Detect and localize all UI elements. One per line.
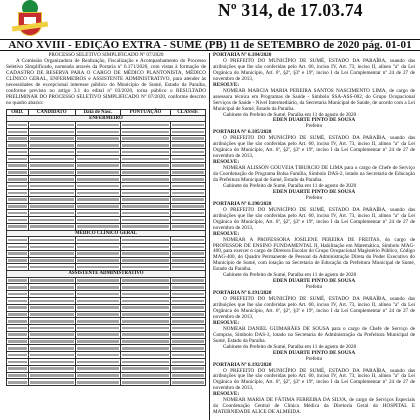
table-row (7, 142, 206, 149)
table-row (7, 128, 206, 135)
table-row (7, 250, 206, 257)
portaria-6190-role: Prefeito (305, 284, 323, 291)
portaria-6184-title: PORTARIA Nº 6.184/2020 (213, 52, 272, 58)
notice-intro: A Comissão Organizadora de Realização, Fiscalização e Acompanhamento do Processo Seletivo Simplificado, nomeada através da Portaria nº 6.171/2020, com vistas à formação de CADASTRO DE RESERVA PARA O CARGO DE MÉDICO PLANTONISTA, MÉDICO CLÍNICO GERAL, ENFERMEIROS e ASSISTENTE ADMINISTRATIVO, para atender às necessidades de excepcional interesse público do Município de Sumé, Estado da Paraíba, conforme previsto no artigo 3.1 do edital nº 03/2020, torna público o RESULTADO PRELIMINAR DO PROCESSO SELETIVO SIMPLIFICADO Nº 07/2020, conforme descrito no quadro abaixo: (6, 57, 206, 106)
results-table-body (7, 115, 206, 386)
col-birthdate: Data de Nasc. (75, 109, 121, 115)
portaria-6191-signature: EDEN DUARTE PINTO DE SOUSA (272, 349, 356, 356)
col-score: PONTUAÇÃO (121, 109, 171, 115)
portaria-6184-date: Gabinete do Prefeito de Sumé, Paraíba em 11 de agosto de 2020 (223, 111, 357, 118)
table-section: ASSISTENTE ADMINISTRATIVO (7, 271, 206, 278)
portaria-6190-resolve: RESOLVE: (213, 230, 240, 237)
table-row (7, 176, 206, 183)
table-row (7, 352, 206, 359)
edition-bar: ANO XVIII - EDIÇÃO EXTRA - SUMÉ (PB) 11 de SETEMBRO de 2020 pág. 01-01 (0, 39, 420, 51)
table-row (7, 223, 206, 230)
portaria-6184-role: Prefeito (305, 123, 323, 130)
table-row (7, 237, 206, 244)
column-divider (209, 53, 210, 420)
table-row (7, 338, 206, 345)
portaria-6192-resolve: RESOLVE: (213, 391, 240, 398)
table-row (7, 345, 206, 352)
portaria-6190-signature: EDEN DUARTE PINTO DE SOUSA (272, 278, 356, 285)
table-row (7, 257, 206, 264)
table-row (7, 162, 206, 169)
table-row (7, 156, 206, 163)
portaria-6192-nomeia: NOMEAR MARIA DE FÁTIMA FERREIRA DA SILVA, de cargo de Serviços Especiais da Coordenação Central de Clínica Médica da Diretoria Geral do HOSPITAL E MATERNIDADE ALICE DE ALMEIDA. (213, 397, 415, 416)
portaria-6185-title: PORTARIA Nº 6.185/2020 (213, 129, 272, 136)
col-ord: ORD. (7, 109, 29, 115)
portaria-6190-title: PORTARIA Nº 6.190/2020 (213, 200, 272, 207)
table-row (7, 311, 206, 318)
portaria-6191-resolve: RESOLVE: (213, 319, 240, 326)
masthead (0, 0, 420, 40)
portaria-6191-role: Prefeito (305, 355, 323, 362)
table-row (7, 331, 206, 338)
table-row (7, 210, 206, 217)
table-row (7, 203, 206, 210)
right-column (213, 53, 415, 416)
portaria-6192-body: O PREFEITO DO MUNICÍPIO DE SUMÉ, ESTADO DA PARAÍBA, usando das atribuições que lhe são conferidas pelo Art. 60, inciso IV, Art. 73, inciso II, alínea "a" da Lei Orgânica do Município, Art. 6º, §2º, §3º e 19º, inciso I da Lei Complementar nº 24 de 27 de novembro de 2013, (213, 367, 415, 392)
portaria-6184-resolve: RESOLVE: (213, 81, 240, 88)
portaria-6185-signature: EDEN DUARTE PINTO DE SOUSA (272, 188, 356, 195)
notice-heading: PROCESSO SELETIVO SIMPLIFICADO Nº 07/2020 (48, 52, 164, 58)
table-row (7, 304, 206, 311)
municipal-coat-of-arms (8, 0, 52, 40)
table-row (7, 372, 206, 379)
table-row (7, 217, 206, 224)
portaria-6191-body: O PREFEITO DO MUNICÍPIO DE SUMÉ, ESTADO DA PARAÍBA, usando das atribuições que lhe são conferidas pelo Art. 60, inciso IV, Art. 73, inciso II, alínea "a" da Lei Orgânica do Município, Art. 6º, §2º, §3º e 19º, inciso I da Lei Complementar nº 24 de 27 de novembro de 2013, (213, 296, 415, 320)
portaria-6185-role: Prefeito (305, 194, 323, 201)
table-section: MÉDICO CLÍNICO GERAL (7, 230, 206, 237)
portaria-6185-date: Gabinete do Prefeito de Sumé, Paraíba em 11 de agosto de 2020 (223, 182, 357, 189)
portaria-6191-date: Gabinete do Prefeito de Sumé, Paraíba em 11 de agosto de 2020 (223, 343, 357, 350)
table-row (7, 196, 206, 203)
table-row (7, 149, 206, 156)
table-row (7, 365, 206, 372)
portaria-6190-nomeia: NOMEAR A PROFESSORA JOSILENE PEREIRA DE FREITAS, do cargo de PROFESSOR DE ENSINO FUNDAMENTAL II, Habilitação em Matemática, Símbolo MAG-400, para exercer o cargo de Diretora Escolar do Grupo Ocupacional Magistério Público, Código MAG-400, do Quadro Permanente de Pessoal da Administração Direta do Poder Executivo do Município de Sumé, com lotação na Secretaria de Educação da Prefeitura Municipal de Sumé, Estado da Paraíba. (213, 236, 415, 273)
portaria-6184-signature: EDEN DUARTE PINTO DE SOUSA (272, 117, 356, 124)
portaria-6191-nomeia: NOMEAR DANIEL GUIMARÃES DE SOUSA para o cargo de Chefe de Serviço de Compras, Símbolo DAS-3, lotado na Secretaria de Administração da Prefeitura Municipal de Sumé, Estado da Paraíba. (213, 325, 415, 344)
table-row (7, 284, 206, 291)
table-row (7, 291, 206, 298)
portaria-6190-date: Gabinete do Prefeito de Sumé, Paraíba em 11 de agosto de 2020 (223, 272, 357, 279)
portaria-6192-title: PORTARIA Nº 6.192/2020 (213, 361, 272, 368)
portaria-6185-resolve: RESOLVE: (213, 159, 240, 166)
table-row (7, 264, 206, 271)
col-rank: CLASSIF. (170, 109, 205, 115)
results-table (6, 109, 206, 387)
table-row (7, 318, 206, 325)
issue-number: Nº 314, de 17.03.74 (218, 0, 363, 20)
table-row (7, 122, 206, 129)
table-section: ENFERMEIRO (7, 115, 206, 122)
table-row (7, 135, 206, 142)
table-row (7, 325, 206, 332)
portaria-6185-nomeia: NOMEAR ALISSON GOUVEIA TIBURCIO DE LIMA para o cargo de Chefe de Serviço da Coordenação do Programa Bolsa Família, Símbolo DAS-2, lotado na Secretaria de Educação da Prefeitura Municipal de Sumé, Estado da Paraíba. (213, 165, 415, 184)
portaria-6190-body: O PREFEITO DO MUNICÍPIO DE SUMÉ, ESTADO DA PARAÍBA, usando das atribuições que lhe são conferidas pelo Art. 60, inciso IV, Art. 73, inciso II, alínea "a" da Lei Orgânica do Município, Art. 6º, §2º, §3º e 19º, inciso I da Lei Complementar nº 24 de 27 de novembro de 2013, (213, 206, 415, 231)
portaria-6184-body: O PREFEITO DO MUNICÍPIO DE SUMÉ, ESTADO DA PARAÍBA, usando das atribuições que lhe são conferidas pelo Art. 60, inciso IV, Art. 73, inciso II, alínea "a" da Lei Orgânica do Município, Art. 6º, §2º, §3º e 19º, inciso I da Lei Complementar nº 24 de 27 de novembro de 2013, (213, 57, 415, 82)
col-candidate: CANDIDATO (28, 109, 75, 115)
portaria-6184-nomeia: NOMEAR MARCIA MARIA PEREIRA SANTOS NASCIMENTO LIMA, de cargo de assessora técnica em Programas de Saúde - Símbolo SSA-ASS-002, do Grupo Ocupacional Serviços de Saúde - Nível Intermediário, da Secretaria Municipal de Saúde, de acordo com a Lei Municipal de Sumé, Estado da Paraíba. (213, 87, 415, 112)
left-column (6, 53, 206, 386)
table-row (7, 189, 206, 196)
portaria-6185-body: O PREFEITO DO MUNICÍPIO DE SUMÉ, ESTADO DA PARAÍBA, usando das atribuições que lhe são conferidas pelo Art. 60, inciso IV, Art. 73, inciso II, alínea "a" da Lei Orgânica do Município, Art. 6º, §2º, §3º e 19º, inciso I da Lei Complementar nº 24 de 27 de novembro de 2013, (213, 135, 415, 160)
table-row (7, 297, 206, 304)
table-row (7, 277, 206, 284)
table-row (7, 169, 206, 176)
portaria-6191-title: PORTARIA Nº 6.191/2020 (213, 290, 272, 297)
table-row (7, 183, 206, 190)
table-row (7, 359, 206, 366)
table-row (7, 243, 206, 250)
table-row (7, 379, 206, 386)
